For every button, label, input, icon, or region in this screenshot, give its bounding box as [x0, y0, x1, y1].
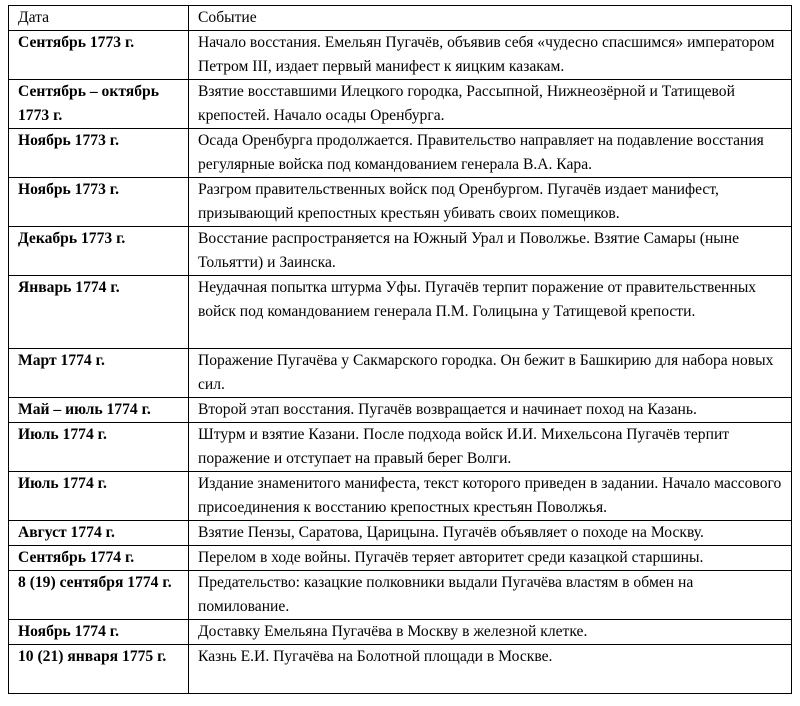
event-description: Второй этап восстания. Пугачёв возвращается и начинает поход на Казань. [189, 398, 792, 423]
event-date: Ноябрь 1773 г. [9, 178, 189, 227]
event-description: Разгром правительственных войск под Оренбургом. Пугачёв издает манифест, призывающий крепостных крестьян убивать своих помещиков. [189, 178, 792, 227]
event-description: Взятие восставшими Илецкого городка, Рассыпной, Нижнеозёрной и Татищевой крепостей. Начало осады Оренбурга. [189, 80, 792, 129]
header-row [9, 6, 792, 31]
event-date: Ноябрь 1773 г. [9, 129, 189, 178]
event-date: 10 (21) января 1775 г. [9, 645, 189, 694]
event-date: Декабрь 1773 г. [9, 227, 189, 276]
event-date: Август 1774 г. [9, 521, 189, 546]
event-description: Начало восстания. Емельян Пугачёв, объявив себя «чудесно спасшимся» императором Петром III, издает первый манифест к яицким казакам. [189, 31, 792, 80]
table-row [9, 472, 792, 521]
table-row [9, 521, 792, 546]
header-date: Дата [9, 6, 189, 31]
event-date: Март 1774 г. [9, 349, 189, 398]
event-date: Июль 1774 г. [9, 472, 189, 521]
table-row [9, 178, 792, 227]
event-description: Издание знаменитого манифеста, текст которого приведен в задании. Начало массового присоединения к восстанию крепостных крестьян Поволжья. [189, 472, 792, 521]
events-table [8, 5, 792, 694]
event-date: Июль 1774 г. [9, 423, 189, 472]
event-date: Сентябрь 1773 г. [9, 31, 189, 80]
header-event: Событие [189, 6, 792, 31]
table-row [9, 546, 792, 571]
event-date: Ноябрь 1774 г. [9, 620, 189, 645]
table-row [9, 645, 792, 694]
event-date: Сентябрь – октябрь 1773 г. [9, 80, 189, 129]
event-date: Май – июль 1774 г. [9, 398, 189, 423]
table-row [9, 423, 792, 472]
event-description: Казнь Е.И. Пугачёва на Болотной площади в Москве. [189, 645, 792, 694]
event-description: Осада Оренбурга продолжается. Правительство направляет на подавление восстания регулярные войска под командованием генерала В.А. Кара. [189, 129, 792, 178]
table-row [9, 80, 792, 129]
table-row [9, 276, 792, 349]
table-row [9, 349, 792, 398]
event-date: Сентябрь 1774 г. [9, 546, 189, 571]
event-description: Перелом в ходе войны. Пугачёв теряет авторитет среди казацкой старшины. [189, 546, 792, 571]
event-description: Доставку Емельяна Пугачёва в Москву в железной клетке. [189, 620, 792, 645]
event-description: Неудачная попытка штурма Уфы. Пугачёв терпит поражение от правительственных войск под командованием генерала П.М. Голицына у Татищевой крепости. [189, 276, 792, 349]
table-row [9, 129, 792, 178]
event-date: Январь 1774 г. [9, 276, 189, 349]
event-description: Предательство: казацкие полковники выдали Пугачёва властям в обмен на помилование. [189, 571, 792, 620]
event-date: 8 (19) сентября 1774 г. [9, 571, 189, 620]
table-row [9, 620, 792, 645]
table-row [9, 31, 792, 80]
event-description: Поражение Пугачёва у Сакмарского городка. Он бежит в Башкирию для набора новых сил. [189, 349, 792, 398]
table-row [9, 227, 792, 276]
table-row [9, 398, 792, 423]
table-row [9, 571, 792, 620]
table-body [9, 31, 792, 694]
event-description: Восстание распространяется на Южный Урал и Поволжье. Взятие Самары (ныне Тольятти) и Заинска. [189, 227, 792, 276]
document-page [8, 5, 792, 694]
event-description: Штурм и взятие Казани. После подхода войск И.И. Михельсона Пугачёв терпит поражение и отступает на правый берег Волги. [189, 423, 792, 472]
event-description: Взятие Пензы, Саратова, Царицына. Пугачёв объявляет о походе на Москву. [189, 521, 792, 546]
